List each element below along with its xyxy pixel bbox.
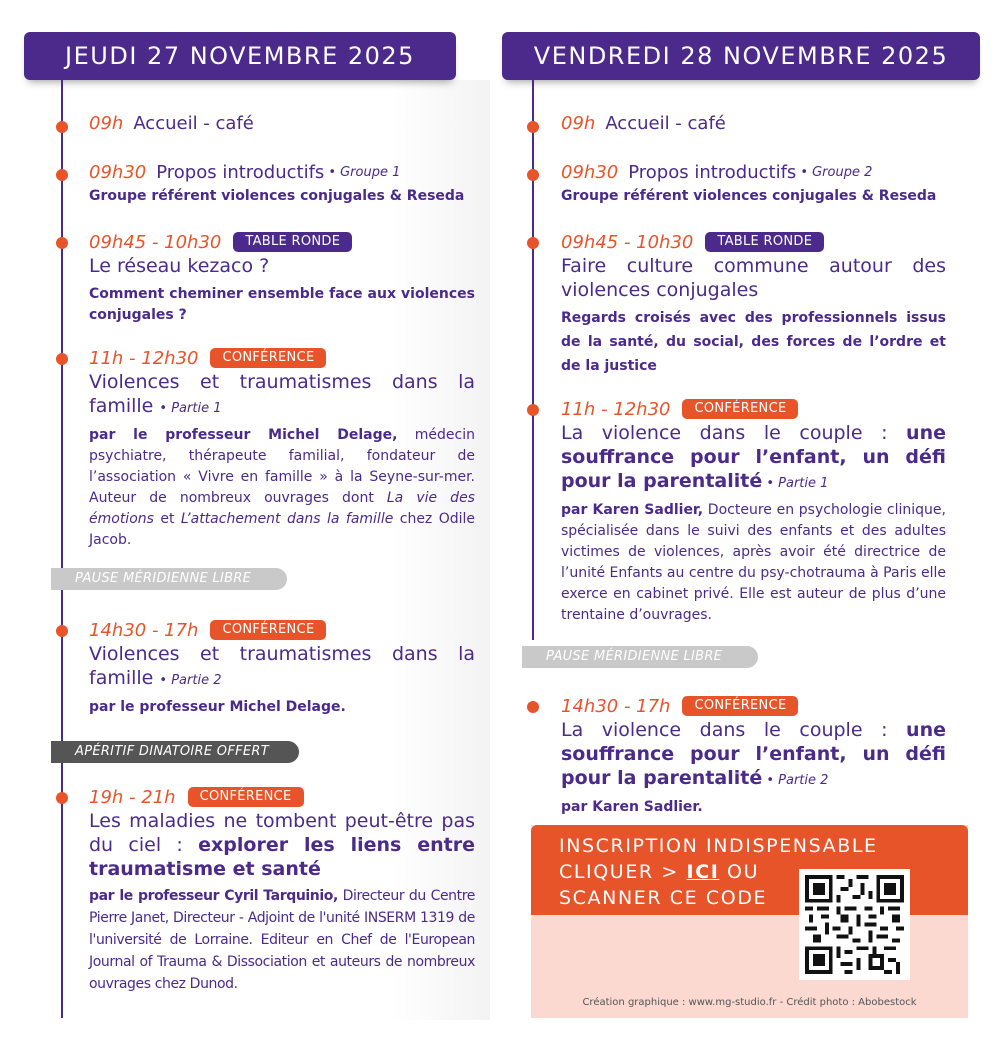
pause-banner: PAUSE MÉRIDIENNE LIBRE <box>522 646 758 668</box>
timeline-dot <box>527 237 539 249</box>
event-group: • Groupe 2 <box>800 164 873 180</box>
timeline-line <box>532 80 534 640</box>
speaker-name: par le professeur Cyril Tarquinio, <box>89 888 338 904</box>
inscription-line-2 <box>559 861 759 883</box>
table-ronde-badge: TABLE RONDE <box>233 232 352 252</box>
timeline-dot <box>527 169 539 181</box>
day-column-friday <box>490 0 1000 1041</box>
event-conference-1 <box>561 397 946 626</box>
conjunction: et <box>153 511 181 527</box>
event-title: La violence dans le couple : <box>561 719 907 741</box>
event-accueil <box>561 111 946 135</box>
day-header-thursday: JEUDI 27 NOVEMBRE 2025 <box>24 32 456 80</box>
event-title: La violence dans le couple : <box>561 422 907 444</box>
event-time: 14h30 - 17h <box>89 619 199 641</box>
event-time: 09h45 - 10h30 <box>561 231 694 253</box>
timeline-dot <box>56 169 68 181</box>
event-table-ronde <box>89 230 475 326</box>
timeline-dot <box>56 625 68 637</box>
event-time: 11h - 12h30 <box>89 347 199 369</box>
event-propos <box>561 160 946 207</box>
book-title: L’attachement dans la famille <box>180 511 394 527</box>
inscription-link[interactable]: ICI <box>686 861 720 883</box>
event-title: Accueil - café <box>133 112 254 134</box>
speaker-name: par le professeur Michel Delage, <box>89 427 398 443</box>
inscription-prefix: CLIQUER > <box>559 861 687 883</box>
event-title-emphasis: explorer les liens entre traumatisme et santé <box>89 834 475 880</box>
event-time: 19h - 21h <box>89 786 176 808</box>
credit-line: Création graphique : www.mg-studio.fr - Crédit photo : Abobestock <box>582 997 917 1008</box>
table-ronde-badge: TABLE RONDE <box>705 232 824 252</box>
event-time: 14h30 - 17h <box>561 695 671 717</box>
event-description: Comment cheminer ensemble face aux violences conjugales ? <box>89 286 475 323</box>
event-description: par Karen Sadlier. <box>561 799 703 815</box>
event-part: • Partie 1 <box>159 401 222 416</box>
event-title-emphasis: une souffrance pour l’enfant, un défi pour la parentalité <box>561 422 946 492</box>
event-conference-2 <box>561 694 946 818</box>
day-column-thursday <box>0 0 490 1041</box>
event-table-ronde <box>561 230 946 378</box>
qr-code-icon[interactable] <box>799 869 910 980</box>
inscription-line-3: SCANNER CE CODE <box>559 887 768 909</box>
event-description: par le professeur Michel Delage. <box>89 699 346 715</box>
event-description <box>89 885 475 995</box>
inscription-line-1: INSCRIPTION INDISPENSABLE <box>559 835 878 857</box>
event-title: Accueil - café <box>605 112 726 134</box>
book-title: La vie des émotions <box>89 490 475 527</box>
event-description: Regards croisés avec des professionnels issus de la santé, du social, des forces de l’ordre et de la justice <box>561 310 946 374</box>
event-title-emphasis: une souffrance pour l’enfant, un défi pour la parentalité <box>561 719 946 789</box>
timeline-dot <box>527 404 539 416</box>
event-title: Le réseau kezaco ? <box>89 255 270 277</box>
inscription-panel <box>531 825 968 1018</box>
speaker-bio: Directeur du Centre Pierre Janet, Directeur - Adjoint de l'unité INSERM 1319 de l'université de Lorraine. Editeur en Chef de l'European Journal of Trauma & Dissociation et auteurs de nombreux ouvrages chez Dunod. <box>89 888 475 992</box>
event-group: • Groupe 1 <box>328 164 401 180</box>
event-description: Groupe référent violences conjugales & Reseda <box>561 188 937 204</box>
aperitif-banner: APÉRITIF DINATOIRE OFFERT <box>51 741 299 763</box>
event-time: 11h - 12h30 <box>561 398 671 420</box>
speaker-name: par Karen Sadlier, <box>561 502 704 518</box>
event-description <box>561 500 946 626</box>
timeline-dot <box>527 701 539 713</box>
speaker-bio: Docteure en psychologie clinique, spécialisée dans le suivi des enfants et des adultes victimes de violences, après avoir été directrice de l’unité Enfants au centre du psy-chotrauma à Paris elle exerce en cabinet privé. Elle est auteur de plus d’une trentaine d’ouvrages. <box>561 502 946 623</box>
event-conference-1 <box>89 346 475 551</box>
timeline-dot <box>56 353 68 365</box>
timeline-line <box>61 80 63 1018</box>
event-time: 09h <box>561 112 596 134</box>
inscription-suffix: OU <box>719 861 760 883</box>
conference-badge: CONFÉRENCE <box>682 696 798 716</box>
event-title: Les maladies ne tombent peut-être pas du ciel : <box>89 810 475 856</box>
pause-banner: PAUSE MÉRIDIENNE LIBRE <box>51 568 287 590</box>
event-description <box>89 425 475 551</box>
event-part: • Partie 1 <box>762 476 829 491</box>
event-propos <box>89 160 475 207</box>
event-conference-2 <box>89 618 475 718</box>
timeline-dot <box>56 237 68 249</box>
event-title: Propos introductifs <box>156 161 325 183</box>
event-time: 09h30 <box>89 161 147 183</box>
event-conference-3 <box>89 785 475 995</box>
event-title: Faire culture commune autour des violences conjugales <box>561 255 946 301</box>
speaker-bio: médecin psychiatre, thérapeute familial, fondateur de l’association « Vivre en famille » à la Seyne-sur-mer. Auteur de nombreux ouvrages dont <box>89 427 476 506</box>
conference-badge: CONFÉRENCE <box>210 348 326 368</box>
event-description: Groupe référent violences conjugales & Reseda <box>89 188 465 204</box>
conference-badge: CONFÉRENCE <box>682 399 798 419</box>
conference-badge: CONFÉRENCE <box>210 620 326 640</box>
event-title: Violences et traumatismes dans la famille <box>89 371 475 417</box>
event-time: 09h45 - 10h30 <box>89 231 222 253</box>
timeline-dot <box>56 121 68 133</box>
speaker-bio-end: chez Odile Jacob. <box>89 511 475 548</box>
event-accueil <box>89 111 475 135</box>
day-header-friday: VENDREDI 28 NOVEMBRE 2025 <box>502 32 980 80</box>
event-title: Violences et traumatismes dans la famille <box>89 643 475 689</box>
conference-badge: CONFÉRENCE <box>188 787 304 807</box>
event-time: 09h <box>89 112 124 134</box>
timeline-dot <box>56 792 68 804</box>
event-title: Propos introductifs <box>628 161 797 183</box>
event-time: 09h30 <box>561 161 619 183</box>
event-part: • Partie 2 <box>762 773 829 788</box>
timeline-dot <box>527 121 539 133</box>
event-part: • Partie 2 <box>159 673 222 688</box>
